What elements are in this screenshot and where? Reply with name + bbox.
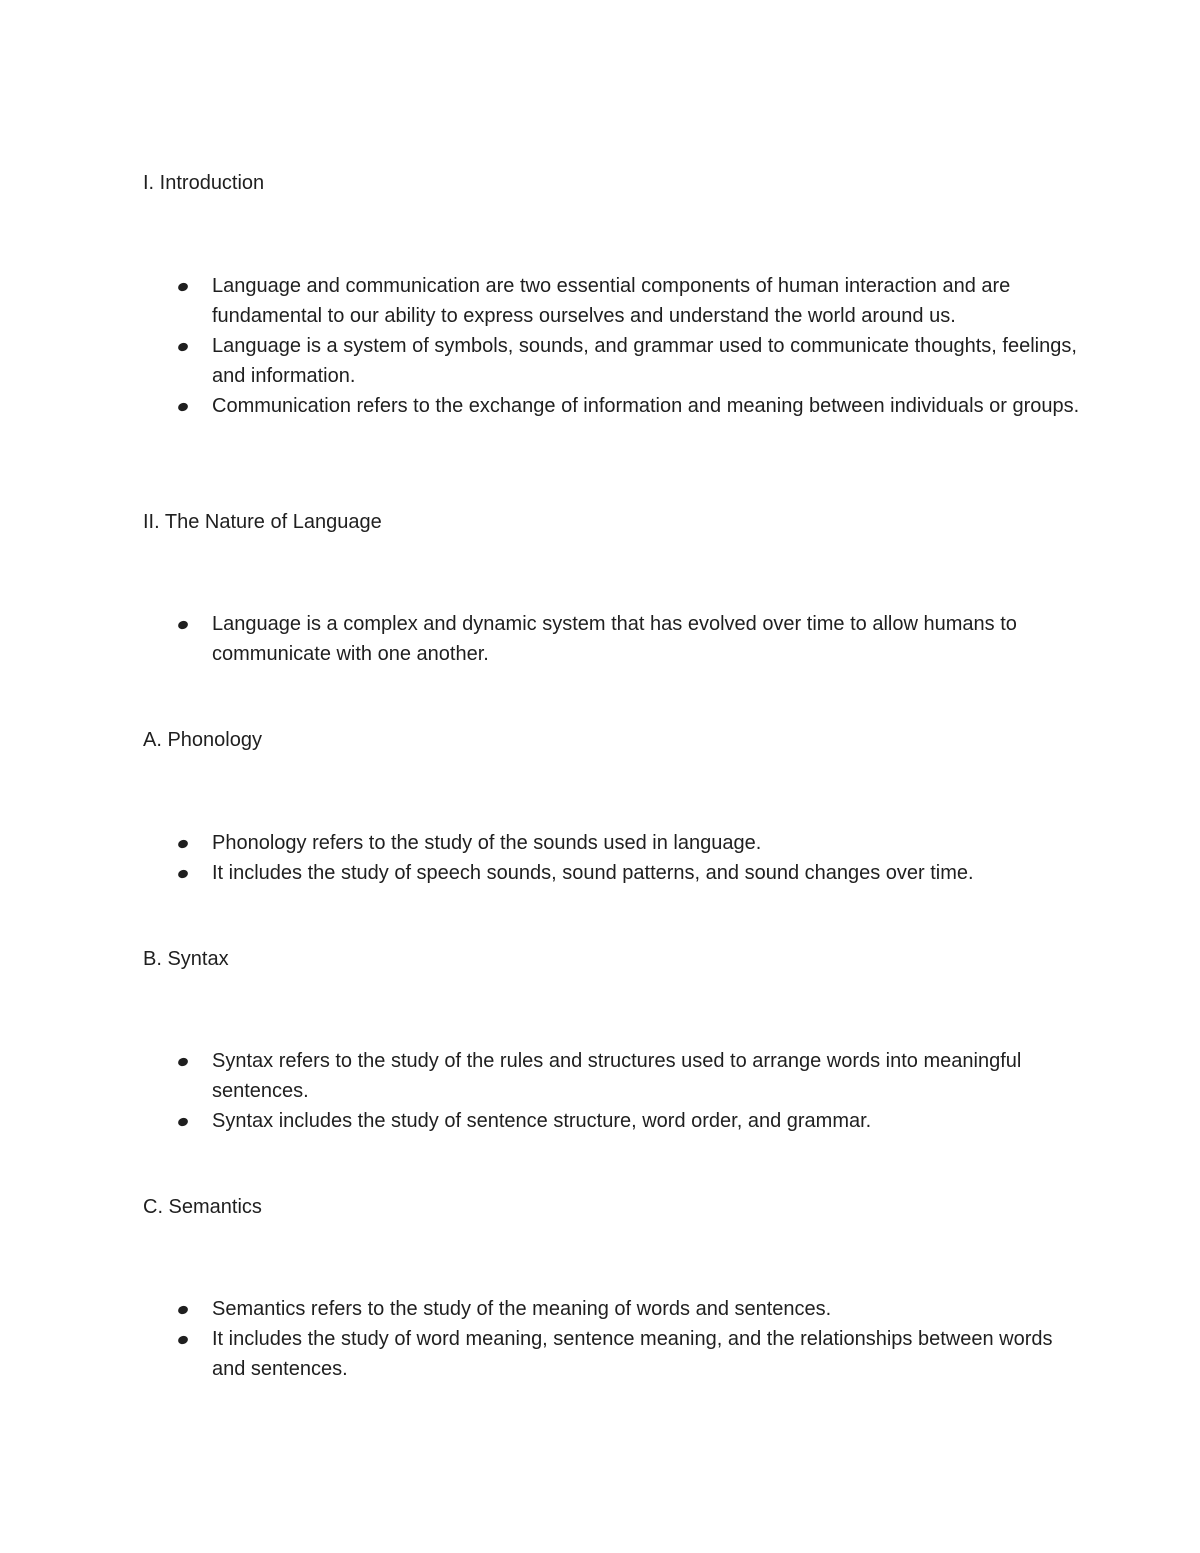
bullet-icon (177, 342, 189, 353)
list-item-text: Syntax refers to the study of the rules and structures used to arrange words into meaningful sentences. (212, 1050, 1022, 1102)
section-heading-phonology: A. Phonology (143, 729, 262, 751)
list-item (0, 858, 1082, 888)
list-item (0, 331, 1082, 391)
bullet-icon (177, 1335, 189, 1346)
list-item (0, 1294, 1082, 1324)
section-heading-nature-of-language: II. The Nature of Language (143, 511, 382, 533)
list-item (0, 391, 1082, 421)
bullet-icon (177, 282, 189, 293)
bullet-icon (177, 1117, 189, 1128)
list-item-text: Communication refers to the exchange of information and meaning between individuals or groups. (212, 395, 1080, 417)
phonology-list (0, 828, 1082, 888)
list-item (0, 1324, 1082, 1384)
list-item (0, 271, 1082, 331)
list-item-text: It includes the study of word meaning, sentence meaning, and the relationships between words and sentences. (212, 1328, 1053, 1380)
list-item-text: It includes the study of speech sounds, sound patterns, and sound changes over time. (212, 862, 974, 884)
section-heading-syntax: B. Syntax (143, 948, 229, 970)
bullet-icon (177, 869, 189, 880)
list-item-text: Language is a system of symbols, sounds, and grammar used to communicate thoughts, feelings, and information. (212, 335, 1077, 387)
syntax-list (0, 1046, 1082, 1136)
introduction-list (0, 271, 1082, 421)
section-heading-introduction: I. Introduction (143, 172, 265, 194)
list-item (0, 609, 1082, 669)
list-item-text: Syntax includes the study of sentence structure, word order, and grammar. (212, 1110, 872, 1132)
nature-of-language-list (0, 609, 1082, 669)
bullet-icon (177, 1057, 189, 1068)
bullet-icon (177, 839, 189, 850)
bullet-icon (177, 1305, 189, 1316)
bullet-icon (177, 402, 189, 413)
list-item-text: Language and communication are two essential components of human interaction and are fundamental to our ability to express ourselves and understand the world around us. (212, 275, 1011, 327)
section-heading-semantics: C. Semantics (143, 1196, 262, 1218)
bullet-icon (177, 620, 189, 631)
semantics-list (0, 1294, 1082, 1384)
list-item (0, 1106, 1082, 1136)
list-item (0, 828, 1082, 858)
list-item-text: Phonology refers to the study of the sounds used in language. (212, 832, 762, 854)
list-item (0, 1046, 1082, 1106)
list-item-text: Semantics refers to the study of the meaning of words and sentences. (212, 1298, 832, 1320)
list-item-text: Language is a complex and dynamic system that has evolved over time to allow humans to communicate with one another. (212, 613, 1017, 665)
